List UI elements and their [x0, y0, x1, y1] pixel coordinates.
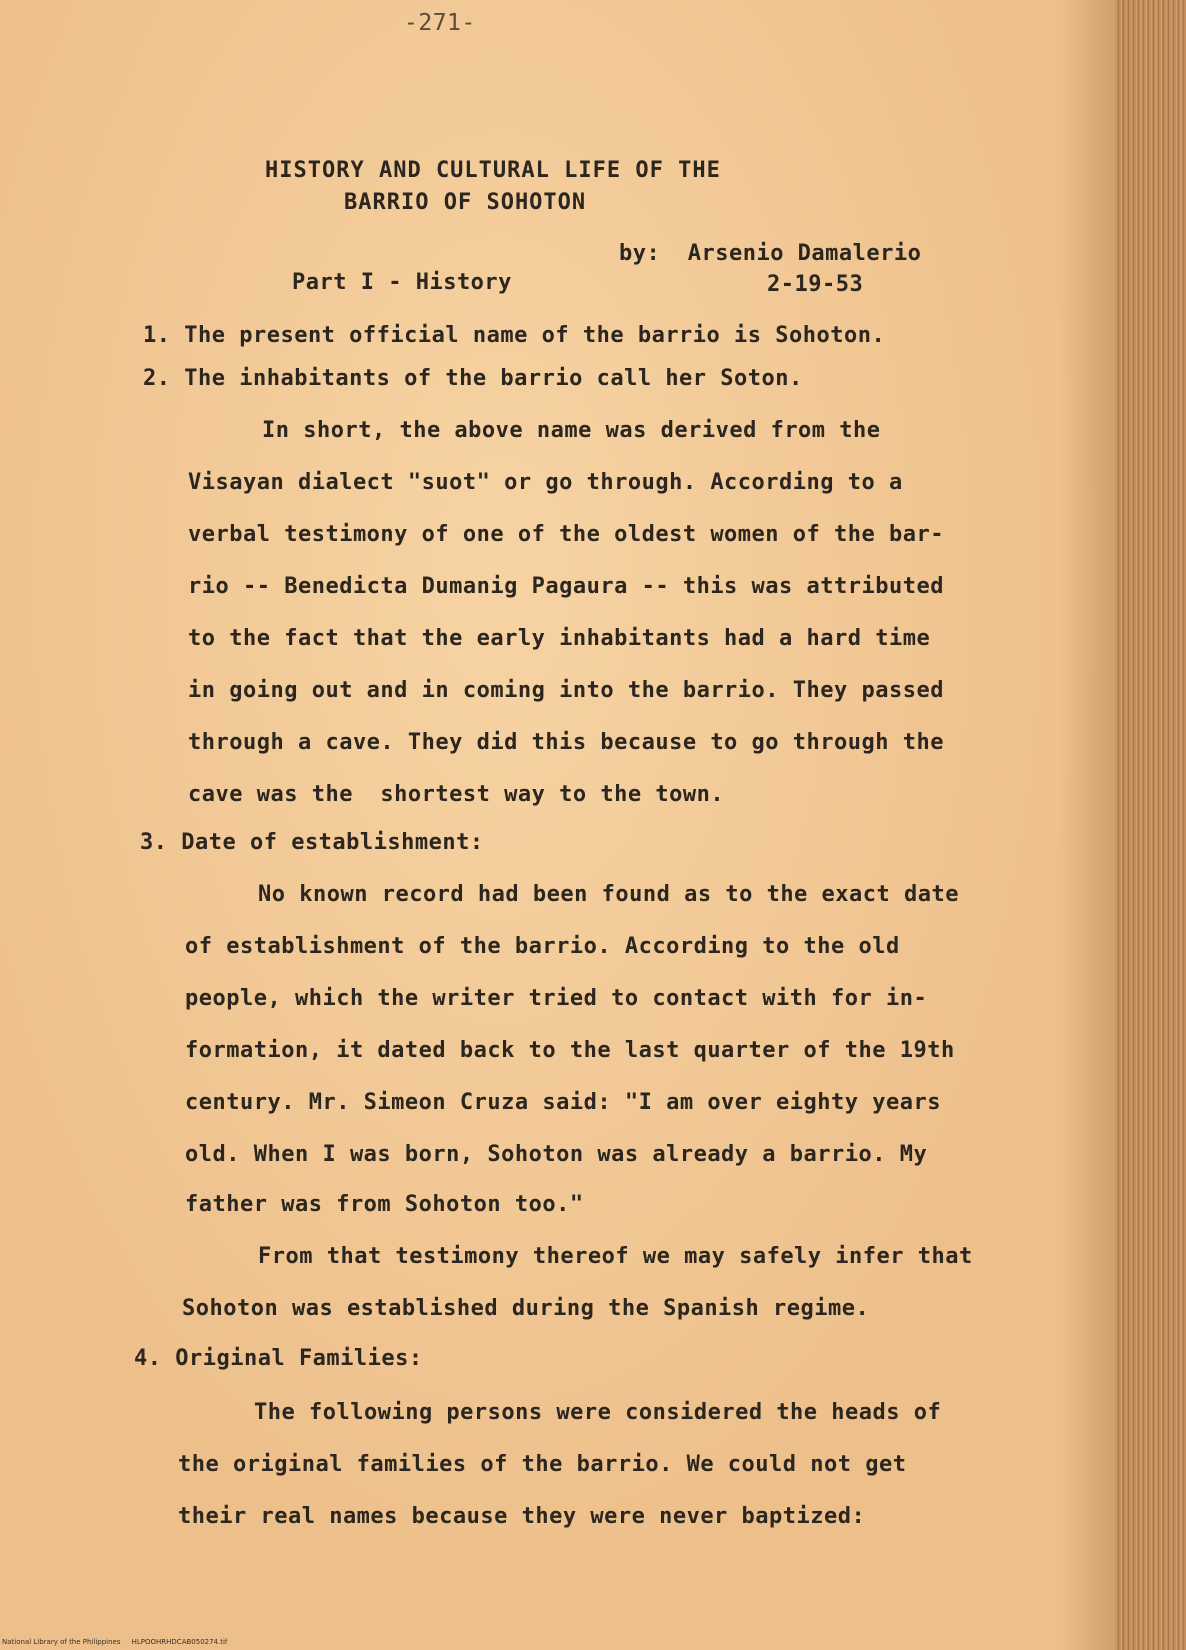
text-line: No known record had been found as to the exact date [258, 882, 960, 907]
text-line: verbal testimony of one of the oldest women of the bar- [188, 522, 944, 547]
text-line: of establishment of the barrio. According to the old [185, 934, 900, 959]
title-line-2: BARRIO OF SOHOTON [344, 190, 587, 215]
page-edges [1115, 0, 1186, 1650]
text-line: in going out and in coming into the barrio. They passed [188, 678, 944, 703]
text-line: old. When I was born, Sohoton was already a barrio. My [185, 1142, 928, 1167]
title-line-1: HISTORY AND CULTURAL LIFE OF THE [265, 158, 721, 183]
part-heading: Part I - History [292, 270, 512, 295]
text-line: 1. The present official name of the barrio is Sohoton. [143, 323, 886, 348]
page-shadow [1060, 0, 1115, 1650]
byline: by: Arsenio Damalerio [619, 241, 922, 266]
text-line: formation, it dated back to the last quarter of the 19th [185, 1038, 955, 1063]
text-line: the original families of the barrio. We could not get [178, 1452, 907, 1477]
text-line: through a cave. They did this because to go through the [188, 730, 944, 755]
section-heading: 4. Original Families: [134, 1346, 423, 1371]
text-line: people, which the writer tried to contact with for in- [185, 986, 928, 1011]
date: 2-19-53 [767, 272, 864, 297]
archive-footer: National Library of the Philippines HLPOOHRHDCAB050274.tif [2, 1638, 228, 1646]
text-line: In short, the above name was derived from the [262, 418, 881, 443]
text-line: rio -- Benedicta Dumanig Pagaura -- this was attributed [188, 574, 944, 599]
section-heading: 3. Date of establishment: [140, 830, 484, 855]
text-line: father was from Sohoton too." [185, 1192, 584, 1217]
text-line: Visayan dialect "suot" or go through. According to a [188, 470, 903, 495]
text-line: century. Mr. Simeon Cruza said: "I am over eighty years [185, 1090, 941, 1115]
text-line: Sohoton was established during the Spanish regime. [182, 1296, 870, 1321]
text-line: The following persons were considered the heads of [254, 1400, 942, 1425]
text-line: 2. The inhabitants of the barrio call her Soton. [143, 366, 803, 391]
text-line: From that testimony thereof we may safely infer that [258, 1244, 973, 1269]
text-line: their real names because they were never baptized: [178, 1504, 866, 1529]
page-number: -271- [404, 10, 476, 36]
text-line: to the fact that the early inhabitants had a hard time [188, 626, 931, 651]
text-line: cave was the shortest way to the town. [188, 782, 725, 807]
